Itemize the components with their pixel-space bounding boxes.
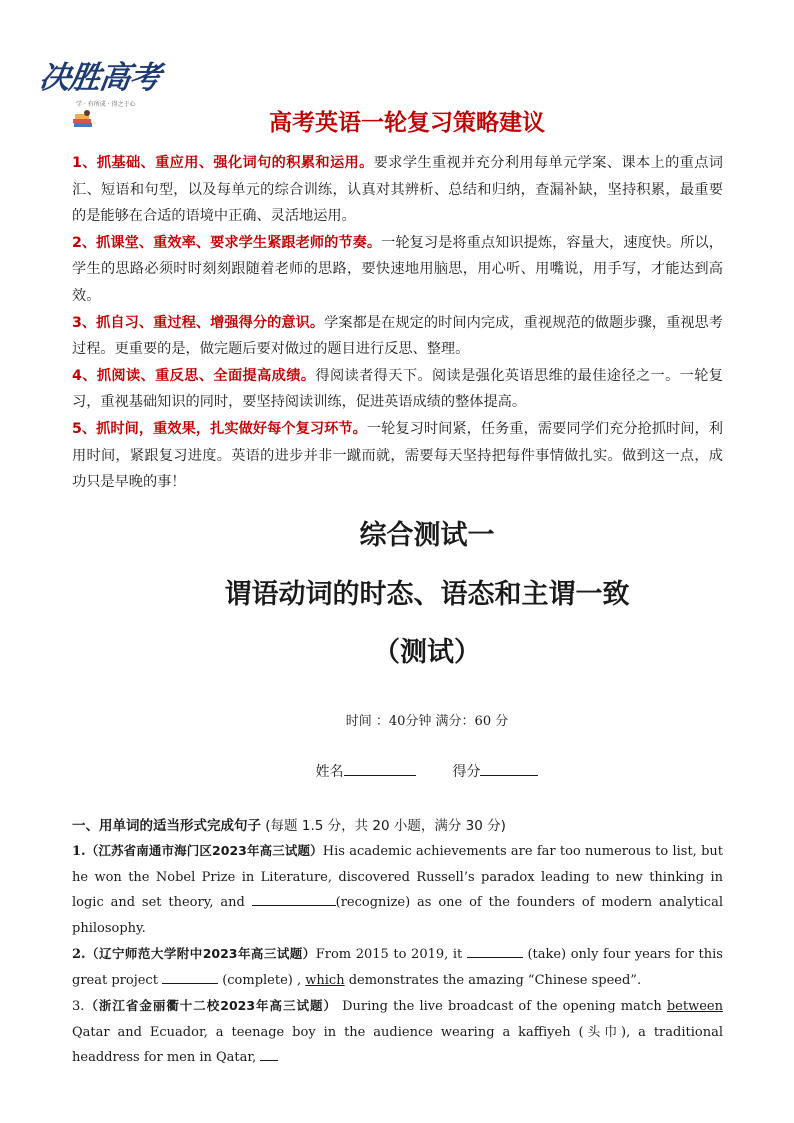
score-field[interactable] [480, 761, 538, 776]
answer-blank[interactable] [260, 1046, 278, 1061]
advice-item: 3、抓自习、重过程、增强得分的意识。学案都是在规定的时间内完成，重视规范的做题步骤，重视思考过程。更重要的是，做完题后要对做过的题目进行反思、整理。 [72, 314, 723, 358]
test-label: （测试） [373, 637, 481, 668]
name-label: 姓名 [315, 764, 344, 780]
question-item: 1.（江苏省南通市海门区2023年高三试题）His academic achievements are far too numerous to list, but he won the Nobel Prize in Literature, discovered Russell’s paradox leading to new thinking in logic and set theory, and (recognize) as one of the founders of modern analytical philosophy. [72, 843, 723, 936]
score-label: 得分 [452, 764, 481, 780]
answer-blank[interactable] [162, 969, 218, 984]
advice-section [72, 150, 723, 496]
advice-item: 4、抓阅读、重反思、全面提高成绩。得阅读者得天下。阅读是强化英语思维的最佳途径之一。一轮复习，重视基础知识的同时，要坚持阅读训练，促进英语成绩的整体提高。 [72, 367, 723, 411]
logo-subtext: 学 · 有所成 · 得之于心 [76, 101, 136, 108]
question-item: 3.（浙江省金丽衢十二校2023年高三试题） During the live broadcast of the opening match between Qatar and Ecuador, a teenage boy in the audience wearing a kaffiyeh (头巾), a traditional headdress for men in Qatar, [72, 998, 723, 1065]
page-title: 高考英语一轮复习策略建议 [269, 110, 545, 136]
time-score-info: 时间 ：40分钟 满分：60 分 [345, 714, 509, 729]
name-field[interactable] [344, 761, 416, 776]
name-score-line [0, 761, 794, 781]
advice-item: 1、抓基础、重应用、强化词句的积累和运用。要求学生重视并充分利用每单元学案、课本上的重点词汇、短语和句型，以及每单元的综合训练，认真对其辨析、总结和归纳，查漏补缺，坚持积累，最重要的是能够在合适的语境中正确、灵活地运用。 [72, 155, 723, 225]
answer-blank[interactable] [252, 891, 336, 906]
advice-item: 2、抓课堂、重效率、要求学生紧跟老师的节奏。一轮复习是将重点知识提炼，容量大，速度快。所以，学生的思路必须时时刻刻跟随着老师的思路，要快速地用脑思，用心听、用嘴说，用手写，才能达到高效。 [72, 234, 723, 304]
test-title: 综合测试一 [359, 520, 495, 551]
section-heading: 一、用单词的适当形式完成句子 (每题 1.5 分，共 20 小题，满分 30 分) [72, 818, 506, 834]
question-item: 2.（辽宁师范大学附中2023年高三试题）From 2015 to 2019, it (take) only four years for this great project (complete) , which demonstrates the amazing “Chinese speed”. [72, 941, 723, 993]
test-subtitle: 谓语动词的时态、语态和主谓一致 [224, 579, 630, 610]
answer-blank[interactable] [467, 943, 523, 958]
advice-item: 5、抓时间，重效果，扎实做好每个复习环节。一轮复习时间紧，任务重，需要同学们充分抢抓时间，利用时间，紧跟复习进度。英语的进步并非一蹴而就，需要每天坚持把每件事情做扎实。做到这一点，成功只是早晚的事！ [72, 420, 723, 491]
question-list [72, 838, 723, 1071]
logo-text: 决胜高考 [36, 60, 163, 96]
